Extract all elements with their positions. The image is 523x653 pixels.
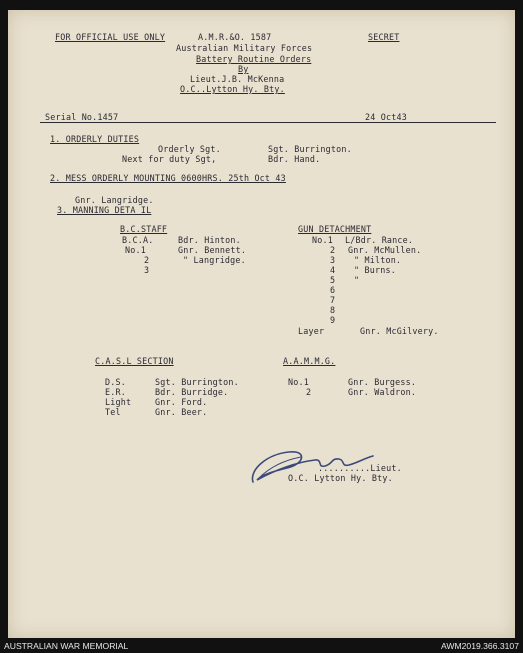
casl-role: E.R. bbox=[105, 387, 126, 397]
gun-role: 4 bbox=[330, 265, 336, 275]
gun-role: 6 bbox=[330, 285, 336, 295]
gun-role: 7 bbox=[330, 295, 336, 305]
orders-title: Battery Routine Orders bbox=[196, 54, 312, 64]
secret-label: SECRET bbox=[368, 32, 400, 42]
orderly-sgt-value: Sgt. Burrington. bbox=[268, 144, 352, 154]
gun-role: 2 bbox=[330, 245, 336, 255]
gun-role: 9 bbox=[330, 315, 336, 325]
aamg-name: Gnr. Waldron. bbox=[348, 387, 417, 397]
gun-role: 3 bbox=[330, 255, 336, 265]
serial-date: 24 Oct43 bbox=[365, 112, 407, 122]
aamg-role: No.1 bbox=[288, 377, 309, 387]
gun-name: Gnr. McMullen. bbox=[348, 245, 422, 255]
serial-number: Serial No.1457 bbox=[45, 112, 119, 122]
gun-role: 5 bbox=[330, 275, 336, 285]
casl-name: Gnr. Ford. bbox=[155, 397, 208, 407]
section2-heading: 2. MESS ORDERLY MOUNTING 0600HRS. 25th Oct 43 bbox=[50, 173, 286, 183]
next-duty-value: Bdr. Hand. bbox=[268, 154, 321, 164]
layer-name: Gnr. McGilvery. bbox=[360, 326, 439, 336]
official-use-label: FOR OFFICIAL USE ONLY bbox=[55, 32, 166, 42]
by-label: By bbox=[238, 64, 249, 74]
gun-name: " bbox=[354, 275, 360, 285]
amr-reference: A.M.R.&O. 1587 bbox=[198, 32, 272, 42]
signature-rank: ..........Lieut. bbox=[318, 463, 402, 473]
aamg-role: 2 bbox=[306, 387, 312, 397]
aamg-title: A.A.M.M.G. bbox=[283, 356, 336, 366]
gun-role: No.1 bbox=[312, 235, 333, 245]
casl-role: D.S. bbox=[105, 377, 126, 387]
section1-heading: 1. ORDERLY DUTIES bbox=[50, 134, 140, 144]
casl-name: Bdr. Burridge. bbox=[155, 387, 229, 397]
unit-name: O.C..Lytton Hy. Bty. bbox=[180, 84, 285, 94]
mess-orderly-name: Gnr. Langridge. bbox=[75, 195, 154, 205]
forces-title: Australian Military Forces bbox=[176, 43, 313, 53]
gun-role: 8 bbox=[330, 305, 336, 315]
footer-institution: AUSTRALIAN WAR MEMORIAL bbox=[4, 641, 129, 651]
bc-staff-role: B.C.A. bbox=[122, 235, 154, 245]
orderly-sgt-label: Orderly Sgt. bbox=[158, 144, 221, 154]
document-page bbox=[8, 10, 515, 638]
next-duty-label: Next for duty Sgt, bbox=[122, 154, 217, 164]
layer-label: Layer bbox=[298, 326, 325, 336]
gun-detachment-title: GUN DETACHMENT bbox=[298, 224, 372, 234]
header-rule bbox=[40, 122, 496, 123]
bc-staff-role: 2 bbox=[144, 255, 150, 265]
gun-name: L/Bdr. Rance. bbox=[345, 235, 414, 245]
footer-accession: AWM2019.366.3107 bbox=[440, 641, 519, 651]
gun-name: " Milton. bbox=[354, 255, 402, 265]
casl-role: Tel bbox=[105, 407, 121, 417]
author-name: Lieut.J.B. McKenna bbox=[190, 74, 285, 84]
bc-staff-title: B.C.STAFF bbox=[120, 224, 168, 234]
casl-role: Light bbox=[105, 397, 132, 407]
section3-heading: 3. MANNING DETA IL bbox=[57, 205, 152, 215]
bc-staff-name: " Langridge. bbox=[183, 255, 246, 265]
casl-name: Sgt. Burrington. bbox=[155, 377, 239, 387]
bc-staff-name: Bdr. Hinton. bbox=[178, 235, 241, 245]
casl-title: C.A.S.L SECTION bbox=[95, 356, 174, 366]
bc-staff-role: 3 bbox=[144, 265, 150, 275]
aamg-name: Gnr. Burgess. bbox=[348, 377, 417, 387]
signature-unit: O.C. Lytton Hy. Bty. bbox=[288, 473, 393, 483]
bc-staff-name: Gnr. Bennett. bbox=[178, 245, 247, 255]
bc-staff-role: No.1 bbox=[125, 245, 146, 255]
casl-name: Gnr. Beer. bbox=[155, 407, 208, 417]
gun-name: " Burns. bbox=[354, 265, 396, 275]
